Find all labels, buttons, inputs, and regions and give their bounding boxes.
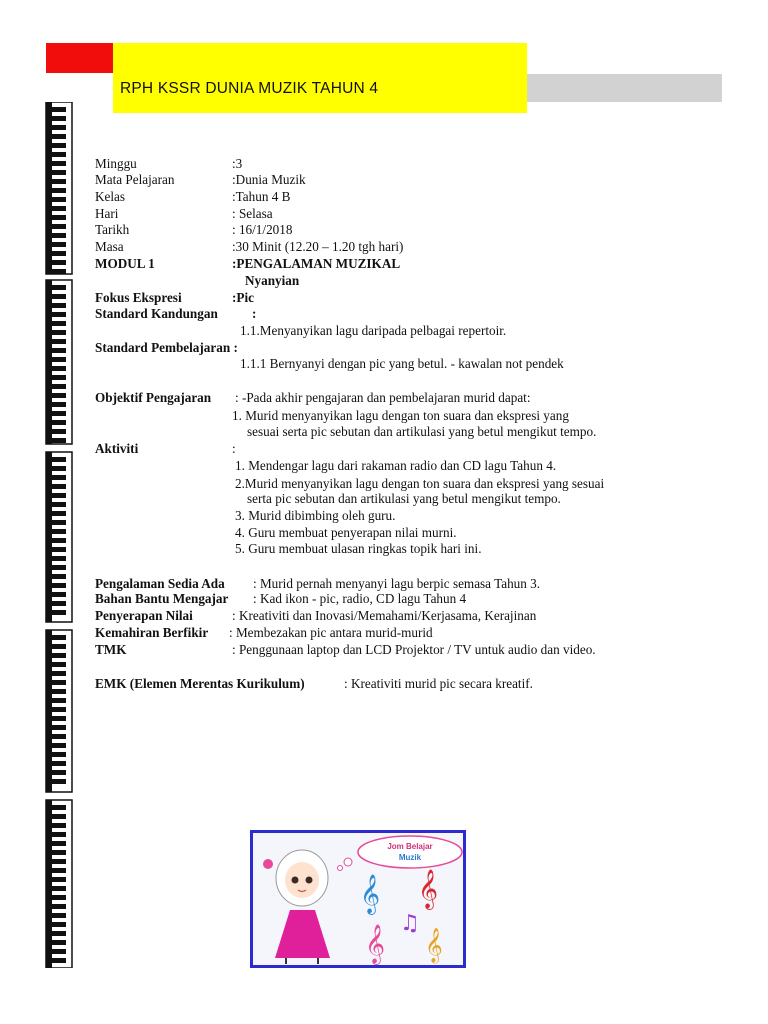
objektif-item-1: 1. Murid menyanyikan lagu dengan ton suara dan ekspresi yang — [232, 408, 569, 423]
modul-label: MODUL 1 — [95, 256, 155, 271]
nilai-value: : Kreativiti dan Inovasi/Memahami/Kerjasama, Kerajinan — [232, 608, 537, 623]
aktiviti-colon: : — [232, 441, 236, 456]
info-label: Tarikh — [95, 222, 130, 237]
emk-value: : Kreativiti murid pic secara kreatif. — [344, 676, 533, 691]
info-value: :3 — [232, 156, 243, 171]
treble-clef-icon: 𝄞 — [425, 928, 443, 963]
objektif-intro: : -Pada akhir pengajaran dan pembelajaran murid dapat: — [235, 390, 531, 405]
piano-keys-border — [44, 102, 74, 968]
info-value: : 16/1/2018 — [232, 222, 293, 237]
info-label: Masa — [95, 239, 124, 254]
info-label: Hari — [95, 206, 119, 221]
aktiviti-item-4: 4. Guru membuat penyerapan nilai murni. — [235, 525, 457, 540]
emk-label: EMK (Elemen Merentas Kurikulum) — [95, 676, 305, 691]
nilai-label: Penyerapan Nilai — [95, 608, 193, 623]
treble-clef-icon: 𝄞 — [418, 869, 439, 909]
treble-clef-icon: 𝄞 — [365, 924, 386, 964]
aktiviti-item-1: 1. Mendengar lagu dari rakaman radio dan CD lagu Tahun 4. — [235, 458, 557, 473]
tmk-label: TMK — [95, 642, 127, 657]
info-value: :Tahun 4 B — [232, 189, 291, 204]
bubble-text-1: Jom Belajar — [387, 842, 433, 851]
standard-kandungan-label: Standard Kandungan — [95, 306, 218, 321]
header-yellow-block — [113, 43, 527, 113]
music-girl-illustration — [250, 830, 466, 968]
modul-sub: Nyanyian — [245, 273, 300, 288]
aktiviti-item-5: 5. Guru membuat ulasan ringkas topik hari ini. — [235, 541, 482, 556]
berfikir-label: Kemahiran Berfikir — [95, 625, 209, 640]
standard-kandungan-colon: : — [252, 306, 257, 321]
standard-kandungan-text: 1.1.Menyanyikan lagu daripada pelbagai repertoir. — [240, 323, 507, 338]
bbm-label: Bahan Bantu Mengajar — [95, 591, 229, 606]
info-value: :30 Minit (12.20 – 1.20 tgh hari) — [232, 239, 404, 254]
aktiviti-item-3: 3. Murid dibimbing oleh guru. — [235, 508, 396, 523]
info-value: :Dunia Muzik — [232, 172, 306, 187]
info-label: Mata Pelajaran — [95, 172, 175, 187]
aktiviti-item-2: 2.Murid menyanyikan lagu dengan ton suara dan ekspresi yang sesuai — [235, 476, 605, 491]
sedia-ada-value: : Murid pernah menyanyi lagu berpic semasa Tahun 3. — [253, 576, 541, 591]
standard-pembelajaran-text: 1.1.1 Bernyanyi dengan pic yang betul. - kawalan not pendek — [240, 356, 564, 371]
aktiviti-item-2-cont: serta pic sebutan dan artikulasi yang betul mengikut tempo. — [247, 491, 561, 506]
bbm-value: : Kad ikon - pic, radio, CD lagu Tahun 4 — [253, 591, 467, 606]
tmk-value: : Penggunaan laptop dan LCD Projektor / TV untuk audio dan video. — [232, 642, 596, 657]
objektif-item-1-cont: sesuai serta pic sebutan dan artikulasi yang betul mengikut tempo. — [247, 424, 597, 439]
fokus-label: Fokus Ekspresi — [95, 290, 182, 305]
aktiviti-label: Aktiviti — [95, 441, 139, 456]
treble-clef-icon: 𝄞 — [360, 874, 381, 914]
bubble-text-2: Muzik — [398, 853, 422, 862]
info-label: Minggu — [95, 156, 137, 171]
fokus-value: :Pic — [232, 290, 254, 305]
berfikir-value: : Membezakan pic antara murid-murid — [229, 625, 433, 640]
music-note-icon: ♫ — [400, 911, 420, 936]
sedia-ada-label: Pengalaman Sedia Ada — [95, 576, 225, 591]
info-value: : Selasa — [232, 206, 273, 221]
info-label: Kelas — [95, 189, 126, 204]
page-title: RPH KSSR DUNIA MUZIK TAHUN 4 — [120, 80, 379, 97]
objektif-label: Objektif Pengajaran — [95, 390, 212, 405]
modul-value: :PENGALAMAN MUZIKAL — [232, 256, 401, 271]
standard-pembelajaran-label: Standard Pembelajaran : — [95, 340, 238, 355]
